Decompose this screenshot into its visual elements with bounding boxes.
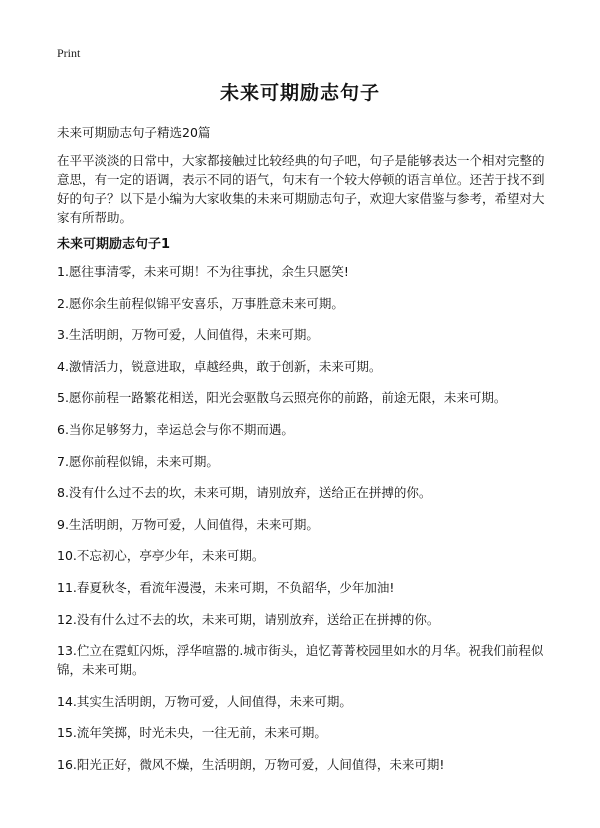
- quote-item: 16.阳光正好，微风不燥，生活明朗，万物可爱，人间值得，未来可期!: [57, 756, 445, 772]
- quote-item: 9.生活明朗，万物可爱，人间值得，未来可期。: [57, 516, 319, 532]
- quote-item: 12.没有什么过不去的坎，未来可期，请别放弃，送给正在拼搏的你。: [57, 611, 440, 627]
- quote-item: 14.其实生活明朗，万物可爱，人间值得，未来可期。: [57, 693, 352, 709]
- page-title: 未来可期励志句子: [219, 82, 380, 104]
- quote-item: 13.伫立在霓虹闪烁，浮华喧嚣的.城市街头，追忆菁菁校园里如水的月华。祝我们前程似锦，未来可期。: [57, 643, 544, 678]
- quote-item: 10.不忘初心，亭亭少年，未来可期。: [57, 548, 265, 564]
- quote-item: 1.愿往事清零，未来可期！不为往事扰，余生只愿笑!: [57, 264, 349, 279]
- quote-item: 5.愿你前程一路繁花相送，阳光会驱散乌云照亮你的前路，前途无限，未来可期。: [57, 390, 507, 406]
- document-subtitle: 未来可期励志句子精选20篇: [57, 125, 211, 140]
- quote-item: 4.激情活力，锐意进取，卓越经典，敢于创新，未来可期。: [57, 358, 382, 374]
- print-link[interactable]: Print: [57, 46, 81, 60]
- quote-item: 6.当你足够努力，幸运总会与你不期而遇。: [57, 421, 294, 437]
- intro-paragraph: 在平平淡淡的日常中，大家都接触过比较经典的句子吧，句子是能够表达一个相对完整的意思，有一定的语调，表示不同的语气，句末有一个较大停顿的语言单位。还苦于找不到好的句子？以下是小编为大家收集的未来可期励志句子，欢迎大家借鉴与参考，希望对大家有所帮助。: [57, 153, 545, 225]
- quote-item: 2.愿你余生前程似锦平安喜乐，万事胜意未来可期。: [57, 295, 344, 311]
- quote-list: [57, 262, 553, 787]
- section-heading: 未来可期励志句子1: [57, 237, 171, 252]
- quote-item: 8.没有什么过不去的坎，未来可期，请别放弃，送给正在拼搏的你。: [57, 485, 432, 501]
- quote-item: 15.流年笑掷，时光未央，一往无前，未来可期。: [57, 725, 327, 741]
- quote-item: 3.生活明朗，万物可爱，人间值得，未来可期。: [57, 327, 319, 343]
- quote-item: 11.春夏秋冬，看流年漫漫，未来可期，不负韶华，少年加油!: [57, 579, 395, 595]
- quote-item: 7.愿你前程似锦，未来可期。: [57, 453, 219, 469]
